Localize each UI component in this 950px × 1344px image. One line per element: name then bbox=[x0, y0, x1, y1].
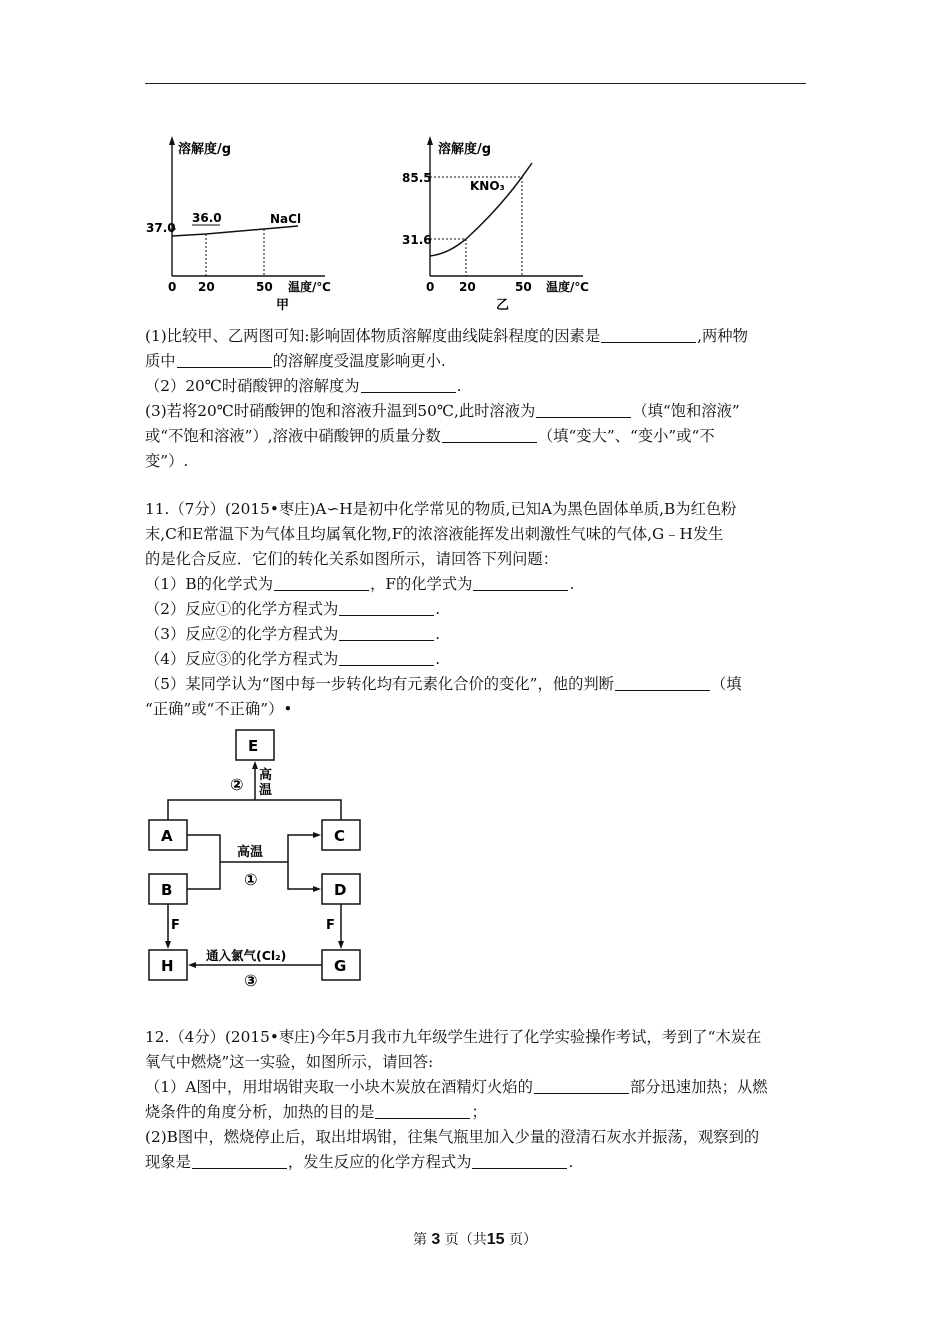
answer-blank[interactable] bbox=[192, 1152, 287, 1169]
q11-line-2: 末,C和E常温下为气体且均属氧化物,F的浓溶液能挥发出刺激性气味的气体,G﹣H发生 bbox=[145, 525, 724, 543]
condition-high-temp-top-2: 温 bbox=[259, 783, 273, 798]
chart-a-xlabel: 温度/℃ bbox=[288, 280, 331, 294]
box-c-label: C bbox=[334, 827, 346, 845]
q12-line-6: 现象是 ，发生反应的化学方程式为 . bbox=[145, 1153, 574, 1171]
chart-b-ytick-85: 85.5 bbox=[402, 171, 432, 185]
chart-b-ytick-31: 31.6 bbox=[402, 233, 432, 247]
answer-blank[interactable] bbox=[177, 351, 272, 368]
kno3-curve bbox=[430, 163, 532, 256]
box-d-label: D bbox=[334, 881, 347, 899]
q10-line-5: 或“不饱和溶液”）,溶液中硝酸钾的质量分数 （填“变大”、“变小”或“不 bbox=[145, 427, 715, 445]
box-e-label: E bbox=[248, 737, 259, 755]
chart-kno3 bbox=[398, 128, 608, 318]
chart-b-ylabel: 溶解度/g bbox=[438, 142, 492, 157]
answer-blank[interactable] bbox=[339, 599, 434, 616]
box-h-label: H bbox=[161, 957, 174, 975]
f-label-left: F bbox=[171, 918, 180, 933]
chart-b-caption: 乙 bbox=[496, 298, 510, 313]
chart-a-xtick-20: 20 bbox=[198, 280, 215, 294]
reaction-3-label: ③ bbox=[244, 971, 258, 990]
box-a-label: A bbox=[161, 827, 173, 845]
reaction-1-label: ① bbox=[244, 870, 258, 889]
reaction-2-label: ② bbox=[230, 775, 244, 794]
answer-blank[interactable] bbox=[274, 574, 369, 591]
chart-b-xtick-20: 20 bbox=[459, 280, 476, 294]
q11-line-1: 11.（7分）(2015•枣庄)A∽H是初中化学常见的物质,已知A为黑色固体单质,B为红色粉 bbox=[145, 500, 737, 518]
nacl-label: NaCl bbox=[270, 212, 302, 226]
chlorine-label: 通入氯气(Cl₂) bbox=[206, 948, 287, 963]
chart-a-xtick-0: 0 bbox=[168, 280, 177, 294]
nacl-curve bbox=[172, 226, 298, 236]
condition-high-temp: 高温 bbox=[237, 845, 264, 860]
chart-a-annotation-36: 36.0 bbox=[192, 211, 222, 225]
answer-blank[interactable] bbox=[375, 1102, 470, 1119]
chart-nacl bbox=[140, 128, 360, 318]
page-total: 15 bbox=[486, 1231, 505, 1248]
chart-a-annotation-37: 37.0 bbox=[146, 221, 176, 235]
q11-line-7: （4）反应③的化学方程式为 . bbox=[145, 650, 441, 668]
answer-blank[interactable] bbox=[339, 649, 434, 666]
chart-a-caption: 甲 bbox=[276, 298, 290, 313]
page-footer: 第 3 页（共15 页） bbox=[412, 1231, 538, 1248]
answer-blank[interactable] bbox=[536, 401, 631, 418]
q11-line-8: （5）某同学认为“图中每一步转化均有元素化合价的变化”，他的判断 （填 bbox=[145, 675, 742, 693]
answer-blank[interactable] bbox=[442, 426, 537, 443]
q12-line-3: （1）A图中，用坩埚钳夹取一小块木炭放在酒精灯火焰的 部分迅速加热；从燃 bbox=[145, 1078, 768, 1096]
q10-line-4: (3)若将20℃时硝酸钾的饱和溶液升温到50℃,此时溶液为 （填“饱和溶液” bbox=[145, 402, 740, 420]
q12-line-1: 12.（4分）(2015•枣庄)今年5月我市九年级学生进行了化学实验操作考试，考到了“木炭在 bbox=[145, 1028, 762, 1046]
q12-line-5: (2)B图中，燃烧停止后，取出坩埚钳，往集气瓶里加入少量的澄清石灰水并振荡，观察到的 bbox=[145, 1128, 760, 1146]
q11-line-3: 的是化合反应．它们的转化关系如图所示，请回答下列问题： bbox=[145, 550, 559, 568]
q10-line-2: 质中 的溶解度受温度影响更小. bbox=[145, 352, 446, 370]
chart-b-xtick-0: 0 bbox=[426, 280, 435, 294]
q10-line-6: 变”）. bbox=[145, 452, 189, 470]
answer-blank[interactable] bbox=[339, 624, 434, 641]
header-rule bbox=[145, 83, 806, 84]
q11-line-4: （1）B的化学式为 ，F的化学式为 . bbox=[145, 575, 575, 593]
reaction-diagram bbox=[140, 728, 380, 990]
kno3-label: KNO₃ bbox=[470, 179, 505, 193]
q11-line-5: （2）反应①的化学方程式为 . bbox=[145, 600, 441, 618]
q12-line-4: 烧条件的角度分析，加热的目的是 ； bbox=[145, 1103, 487, 1121]
answer-blank[interactable] bbox=[472, 1152, 567, 1169]
answer-blank[interactable] bbox=[601, 326, 696, 343]
q10-line-3: （2）20℃时硝酸钾的溶解度为 . bbox=[145, 377, 462, 395]
box-g-label: G bbox=[334, 957, 347, 975]
condition-high-temp-top-1: 高 bbox=[259, 768, 273, 783]
box-b-label: B bbox=[161, 881, 173, 899]
q11-line-6: （3）反应②的化学方程式为 . bbox=[145, 625, 441, 643]
answer-blank[interactable] bbox=[473, 574, 568, 591]
chart-a-ylabel: 溶解度/g bbox=[178, 142, 232, 157]
answer-blank[interactable] bbox=[361, 376, 456, 393]
q12-line-2: 氧气中燃烧”这一实验，如图所示，请回答: bbox=[145, 1053, 434, 1071]
chart-b-xtick-50: 50 bbox=[515, 280, 532, 294]
answer-blank[interactable] bbox=[534, 1077, 629, 1094]
q11-line-9: “正确”或“不正确”）• bbox=[145, 700, 293, 718]
chart-a-xtick-50: 50 bbox=[256, 280, 273, 294]
answer-blank[interactable] bbox=[615, 674, 710, 691]
page-number: 3 bbox=[431, 1231, 441, 1248]
q10-line-1: (1)比较甲、乙两图可知:影响固体物质溶解度曲线陡斜程度的因素是 ,两种物 bbox=[145, 327, 748, 345]
chart-b-xlabel: 温度/℃ bbox=[546, 280, 589, 294]
f-label-right: F bbox=[326, 918, 335, 933]
